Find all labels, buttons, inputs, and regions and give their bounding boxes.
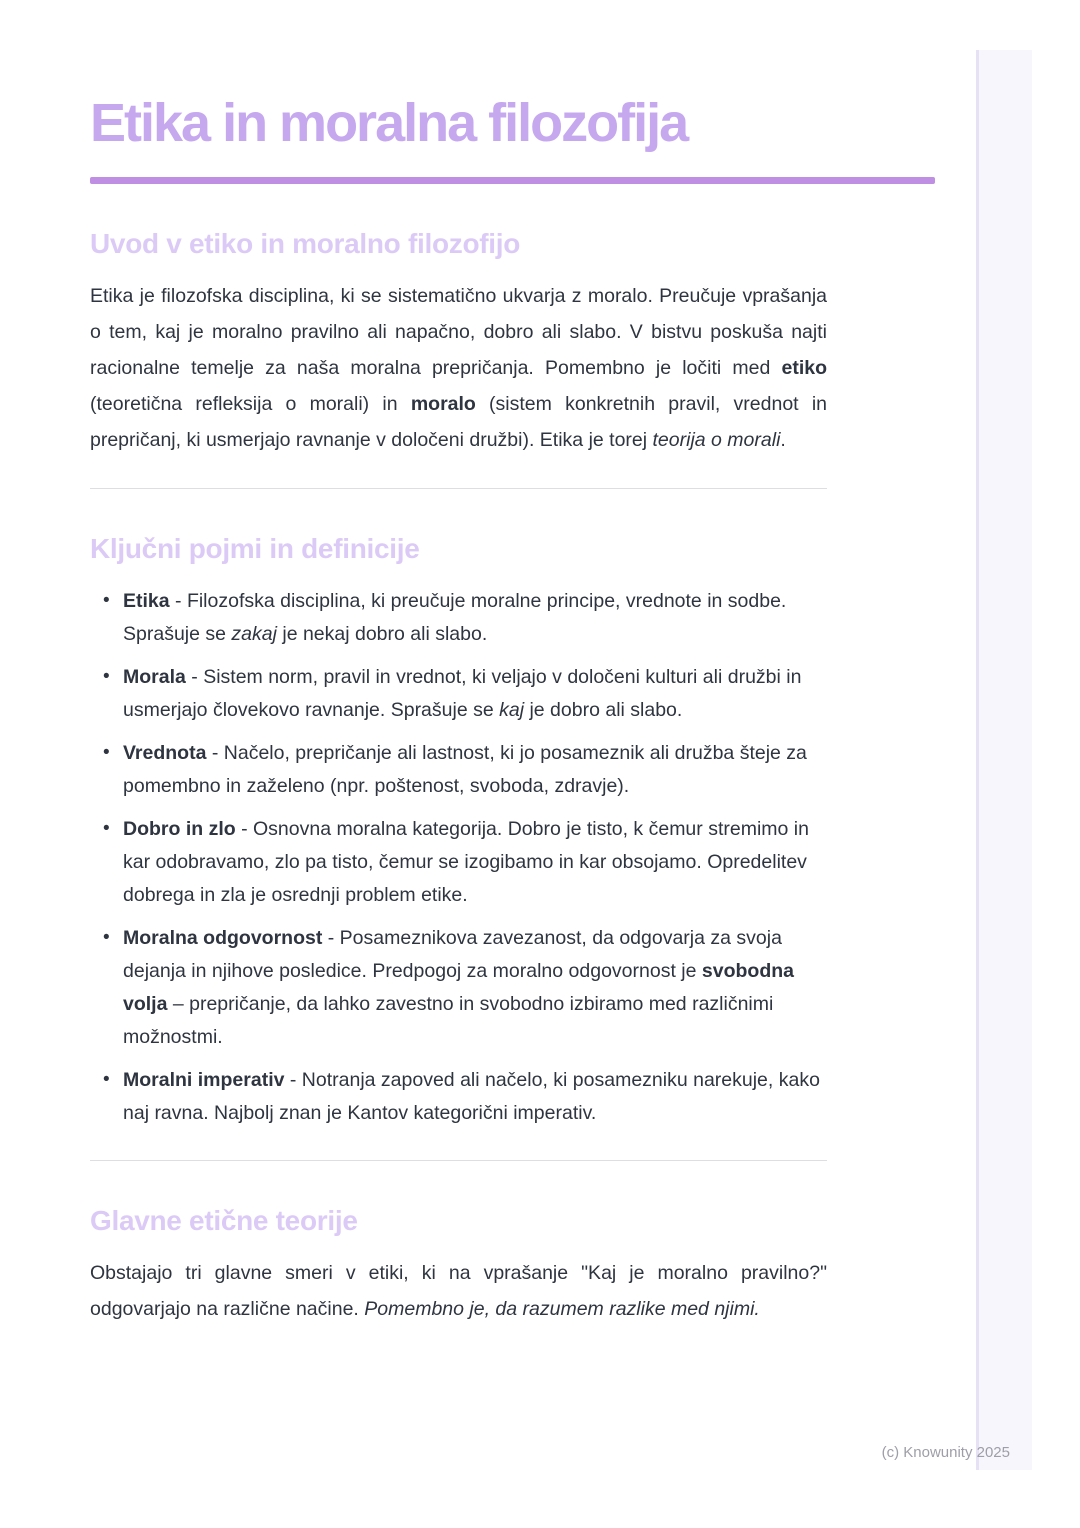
definition-list (90, 585, 827, 1130)
list-item-vrednota (90, 737, 827, 803)
page-title: Etika in moralna filozofija (90, 93, 688, 153)
section-theories (90, 1205, 827, 1327)
section-heading-intro: Uvod v etiko in moralno filozofijo (90, 228, 521, 260)
section-key-terms (90, 533, 827, 1130)
bullet-icon: • (103, 666, 110, 688)
list-item-text: Morala - Sistem norm, pravil in vrednot, ki veljajo v določeni kulturi ali družbi in usmerjajo človekovo ravnanje. Sprašuje se kaj je dobro ali slabo. (123, 666, 802, 722)
list-item-text: Vrednota - Načelo, prepričanje ali lastnost, ki jo posameznik ali družba šteje za pomembno in zaželeno (npr. poštenost, svoboda, zdravje). (123, 742, 807, 798)
bullet-icon: • (103, 742, 110, 764)
title-underline-rule (90, 177, 935, 184)
list-item-moralni-imperativ (90, 1064, 827, 1130)
intro-paragraph: Etika je filozofska disciplina, ki se sistematično ukvarja z moralo. Preučuje vprašanja o tem, kaj je moralno pravilno ali napačno, dobro ali slabo. V bistvu poskuša najti racionalne temelje za naša moralna prepričanja. Pomembno je ločiti med etiko (teoretična refleksija o morali) in moralo (sistem konkretnih pravil, vrednot in prepričanj, ki usmerjajo ravnanje v določeni družbi). Etika je torej teorija o morali. (90, 285, 827, 452)
list-item-moralna-odgovornost (90, 922, 827, 1054)
bullet-icon: • (103, 818, 110, 840)
section-intro (90, 228, 827, 458)
theories-paragraph: Obstajajo tri glavne smeri v etiki, ki na vprašanje "Kaj je moralno pravilno?" odgovarjajo na različne načine. Pomembno je, da razumem razlike med njimi. (90, 1262, 827, 1321)
list-item-dobro-in-zlo (90, 813, 827, 912)
list-item-text: Dobro in zlo - Osnovna moralna kategorija. Dobro je tisto, k čemur stremimo in kar odobravamo, zlo pa tisto, čemur se izogibamo in kar obsojamo. Opredelitev dobrega in zla je osrednji problem etike. (123, 818, 809, 907)
section-divider (90, 488, 827, 489)
bullet-icon: • (103, 590, 110, 612)
list-item-etika (90, 585, 827, 651)
section-heading-key-terms: Ključni pojmi in definicije (90, 533, 420, 565)
note-content (90, 0, 827, 1327)
list-item-morala (90, 661, 827, 727)
section-heading-theories: Glavne etične teorije (90, 1205, 358, 1237)
copyright-footer: (c) Knowunity 2025 (881, 1444, 1010, 1461)
page-edge-strip (976, 50, 1032, 1470)
list-item-text: Etika - Filozofska disciplina, ki preučuje moralne principe, vrednote in sodbe. Sprašuje se zakaj je nekaj dobro ali slabo. (123, 590, 787, 646)
section-divider (90, 1160, 827, 1161)
bullet-icon: • (103, 927, 110, 949)
list-item-text: Moralna odgovornost - Posameznikova zavezanost, da odgovarja za svoja dejanja in njihove posledice. Predpogoj za moralno odgovornost je svobodna volja – prepričanje, da lahko zavestno in svobodno izbiramo med različnimi možnostmi. (123, 927, 794, 1049)
bullet-icon: • (103, 1069, 110, 1091)
list-item-text: Moralni imperativ - Notranja zapoved ali načelo, ki posamezniku narekuje, kako naj ravna. Najbolj znan je Kantov kategorični imperativ. (123, 1069, 820, 1125)
